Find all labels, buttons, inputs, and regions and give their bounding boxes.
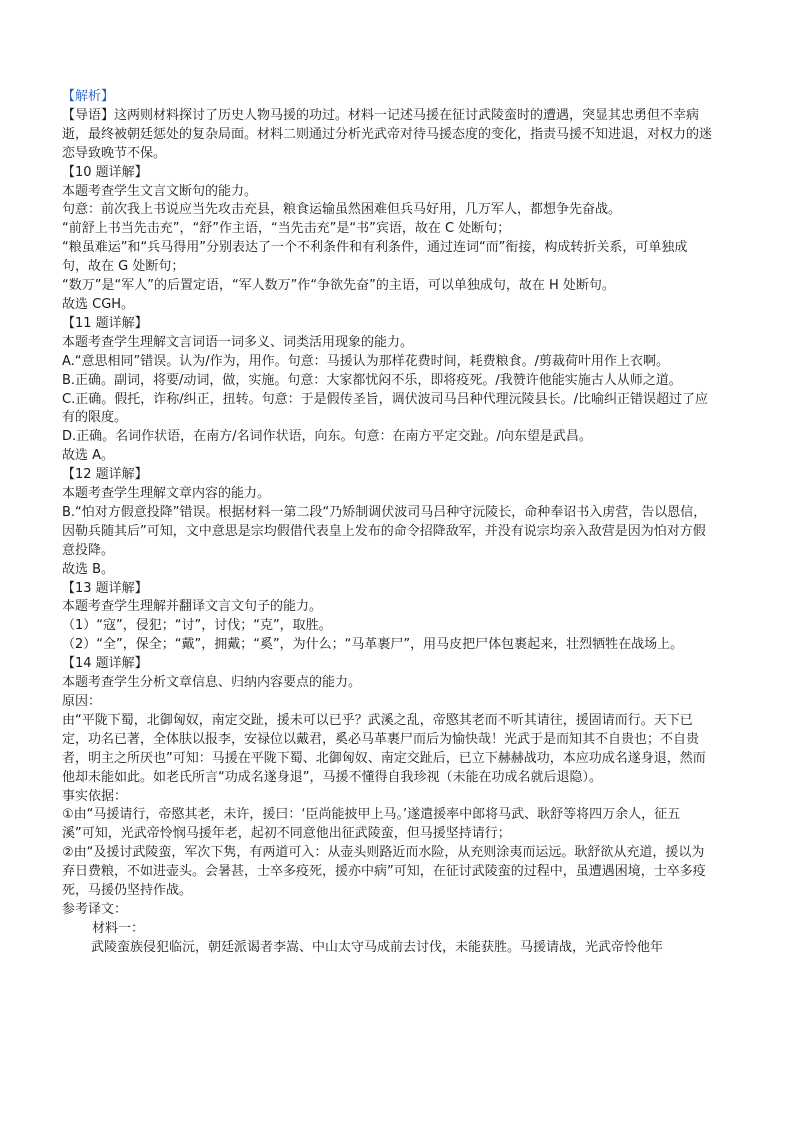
document-paragraph: 本题考查学生文言文断句的能力。: [62, 183, 258, 199]
document-paragraph: 【12 题详解】: [62, 467, 148, 483]
document-paragraph: 【10 题详解】: [62, 164, 148, 180]
document-paragraph: 【13 题详解】: [62, 580, 148, 596]
document-paragraph: 本题考查学生分析文章信息、归纳内容要点的能力。: [62, 675, 362, 691]
document-paragraph: ①由“马援请行，帝愍其老，未许，援曰：‘臣尚能披甲上马。’遂遣援率中郎将马武、耿舒等将四万余人，征五溪”可知，光武帝怜悯马援年老，起初不同意他出征武陵蛮，但马援坚持请行；: [62, 807, 681, 842]
document-paragraph: （1）“寇”，侵犯；“讨”，讨伐；“克”，取胜。: [62, 618, 332, 634]
document-paragraph: B.正确。副词，将要/动词，做，实施。句意：大家都忧闷不乐，即将疫死。/我赞许他能实施古人从师之道。: [62, 372, 682, 388]
document-paragraph: 材料一：: [92, 920, 145, 936]
document-paragraph: 武陵蛮族侵犯临沅，朝廷派谒者李嵩、中山太守马成前去讨伐，未能获胜。马援请战，光武帝怜他年: [91, 939, 664, 955]
document-paragraph: “数万”是“军人”的后置定语，“军人数万”作“争欲先奋”的主语，可以单独成句，故在 H 处断句。: [62, 278, 615, 294]
document-paragraph: 本题考查学生理解文章内容的能力。: [62, 486, 271, 502]
document-paragraph: B.“怕对方假意投降”错误。根据材料一第二段“乃矫制调伏波司马吕种守沅陵长，命种奉诏书入虏营，告以恩信，因勒兵随其后”可知，文中意思是宗均假借代表皇上发布的命令招降敌军，并没有说宗均亲入敌营是因为怕对方假意投降。: [62, 504, 707, 558]
document-paragraph: 【导语】这两则材料探讨了历史人物马援的功过。材料一记述马援在征讨武陵蛮时的遭遇，突显其忠勇但不幸病逝，最终被朝廷惩处的复杂局面。材料二则通过分析光武帝对待马援态度的变化，指责马援不知进退，对权力的迷恋导致晚节不保。: [62, 107, 713, 161]
document-paragraph: 故选 B。: [62, 561, 115, 577]
document-paragraph: 原因：: [62, 694, 102, 709]
document-paragraph: 【11 题详解】: [62, 315, 148, 331]
document-paragraph: 故选 CGH。: [62, 296, 135, 312]
document-paragraph: 故选 A。: [62, 448, 115, 464]
document-paragraph: （2）“全”，保全；“戴”，拥戴；“奚”，为什么；“马革裹尸”，用马皮把尸体包裹起来，壮烈牺牲在战场上。: [62, 637, 684, 653]
document-paragraph: 本题考查学生理解文言词语一词多义、词类活用现象的能力。: [62, 334, 414, 350]
document-paragraph: 【14 题详解】: [62, 656, 148, 672]
document-paragraph: C.正确。假托，诈称/纠正，扭转。句意：于是假传圣旨，调伏波司马吕种代理沅陵县长。/比喻纠正错误超过了应有的限度。: [62, 391, 708, 426]
document-paragraph: A.“意思相同”错误。认为/作为，用作。句意：马援认为那样花费时间，耗费粮食。/剪裁荷叶用作上衣啊。: [62, 353, 670, 369]
document-paragraph: 【解析】: [62, 89, 115, 104]
document-paragraph: 本题考查学生理解并翻译文言文句子的能力。: [62, 599, 323, 615]
document-paragraph: D.正确。名词作状语，在南方/名词作状语，向东。句意：在南方平定交趾。/向东望是武昌。: [62, 429, 592, 445]
document-body: [62, 88, 712, 958]
document-paragraph: 句意：前次我上书说应当先攻击充县，粮食运输虽然困难但兵马好用，几万军人，都想争先奋战。: [62, 202, 622, 218]
document-paragraph: 事实依据：: [62, 788, 128, 804]
document-paragraph: “前舒上书当先击充”，“舒”作主语，“当先击充”是“书”宾语，故在 C 处断句；: [62, 221, 511, 237]
document-paragraph: 由“平陇下蜀，北御匈奴，南定交趾，援未可以已乎？武溪之乱，帝愍其老而不听其请往，援固请而行。天下已定，功名已著，全体肤以报李，安禄位以戴君，奚必马革裹尸而后为愉快哉！光武于是而知其不自贵也；不自贵者，明主之所厌也”可知：马援在平陇下蜀、北御匈奴、南定交趾后，已立下赫赫战功，本应功成名遂身退，然而他却未能如此。如老氏所言“功成名遂身退”，马援不懂得自我珍视（未能在功成名就后退隐）。: [62, 712, 706, 785]
document-paragraph: “粮虽难运”和“兵马得用”分别表达了一个不利条件和有利条件，通过连词“而”衔接，构成转折关系，可单独成句，故在 G 处断句；: [62, 240, 688, 275]
document-paragraph: 参考译文：: [62, 901, 128, 917]
document-paragraph: ②由“及援讨武陵蛮，军次下隽，有两道可入：从壶头则路近而水险，从充则涂夷而运远。耿舒欲从充道，援以为弃日费粮，不如进壶头。会暑甚，士卒多疫死，援亦中病”可知，在征讨武陵蛮的过程中，虽遭遇困境，士卒多疫死，马援仍坚持作战。: [62, 845, 706, 899]
